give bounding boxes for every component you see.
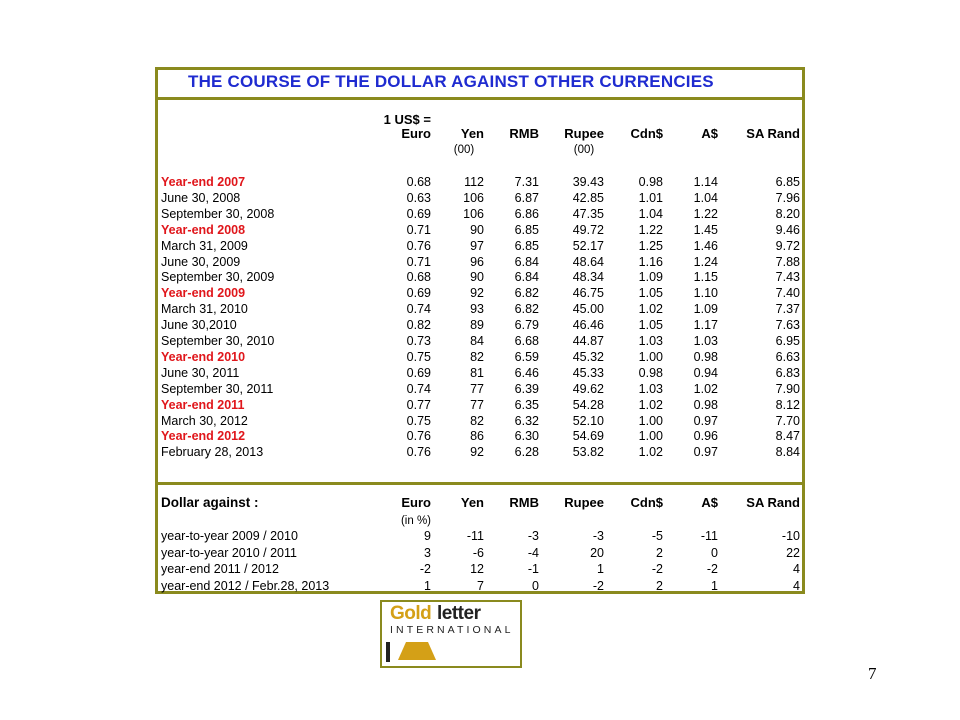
table-cell: 6.63 xyxy=(775,349,800,364)
table-cell: 7.70 xyxy=(775,413,800,428)
table-cell: 0.94 xyxy=(693,365,718,380)
table-cell: 1.00 xyxy=(638,413,663,428)
table-cell: 0.74 xyxy=(406,302,431,317)
table-cell: 6.59 xyxy=(514,349,539,364)
page-number: 7 xyxy=(868,664,877,683)
table-cell: 0.98 xyxy=(638,365,663,380)
lower-table-cell: 12 xyxy=(470,562,484,576)
lower-column-header: A$ xyxy=(701,495,718,510)
header-prefix: 1 US$ = xyxy=(383,112,431,127)
row-label: September 30, 2009 xyxy=(161,270,275,285)
table-cell: 82 xyxy=(470,413,484,428)
lower-table-cell: -6 xyxy=(472,545,484,560)
row-label: Year-end 2012 xyxy=(161,429,246,444)
table-cell: 6.46 xyxy=(514,365,539,380)
column-header: Cdn$ xyxy=(630,126,663,141)
lower-unit: (in %) xyxy=(400,515,431,527)
table-cell: 49.62 xyxy=(572,381,604,396)
column-header: Rupee xyxy=(564,126,604,141)
table-cell: 6.85 xyxy=(514,222,539,237)
table-cell: 1.22 xyxy=(693,206,718,221)
table-cell: 6.68 xyxy=(514,334,539,348)
table-cell: 9.46 xyxy=(775,222,800,237)
table-cell: 77 xyxy=(470,381,484,396)
lower-table-cell: 0 xyxy=(532,578,539,593)
table-cell: 7.96 xyxy=(775,190,800,205)
table-cell: 0.82 xyxy=(406,318,431,333)
goldletter-logo xyxy=(380,600,522,668)
table-cell: 54.28 xyxy=(572,397,604,412)
row-label: Year-end 2010 xyxy=(161,349,246,364)
table-cell: 0.98 xyxy=(693,397,718,412)
table-cell: 6.87 xyxy=(514,190,539,205)
table-cell: 48.34 xyxy=(572,270,604,285)
table-cell: 45.00 xyxy=(572,302,604,317)
table-cell: 1.04 xyxy=(638,206,663,221)
table-cell: 0.76 xyxy=(406,429,431,444)
row-label: Year-end 2009 xyxy=(161,286,246,301)
lower-table-cell: -3 xyxy=(527,529,539,543)
lower-table-cell: -10 xyxy=(781,529,800,543)
logo-gold-text: Gold xyxy=(390,603,432,624)
table-cell: 92 xyxy=(470,445,484,460)
lower-table-cell: -1 xyxy=(527,562,539,576)
lower-table-cell: -11 xyxy=(700,529,718,543)
lower-table-cell: 9 xyxy=(424,529,431,543)
table-cell: 7.90 xyxy=(775,381,800,396)
lower-column-header: Yen xyxy=(460,495,484,510)
table-cell: 0.69 xyxy=(406,365,431,380)
table-cell: 106 xyxy=(463,190,484,205)
table-cell: 0.68 xyxy=(406,270,431,285)
lower-table-cell: -11 xyxy=(466,529,484,543)
table-cell: 1.05 xyxy=(638,318,663,333)
lower-table-cell: 4 xyxy=(793,562,800,576)
row-label: March 30, 2012 xyxy=(161,413,248,428)
table-cell: 1.03 xyxy=(638,381,663,396)
lower-table-cell: 1 xyxy=(597,562,604,576)
table-cell: 1.25 xyxy=(638,238,663,253)
table-cell: 93 xyxy=(470,302,484,317)
table-cell: 1.01 xyxy=(638,190,663,205)
table-cell: 6.85 xyxy=(514,238,539,253)
table-cell: 7.40 xyxy=(775,286,800,301)
table-cell: 0.98 xyxy=(638,175,663,189)
table-cell: 92 xyxy=(470,286,484,301)
lower-column-header: Cdn$ xyxy=(630,495,663,510)
lower-table-cell: 2 xyxy=(656,578,663,593)
table-cell: 0.73 xyxy=(406,334,431,348)
table-cell: 52.10 xyxy=(572,413,604,428)
table-cell: 54.69 xyxy=(572,429,604,444)
row-label: June 30, 2008 xyxy=(161,190,241,205)
table-cell: 8.47 xyxy=(775,429,800,444)
table-cell: 0.76 xyxy=(406,445,431,460)
table-cell: 7.43 xyxy=(775,270,800,285)
table-cell: 1.46 xyxy=(693,238,718,253)
table-cell: 1.09 xyxy=(638,270,663,285)
row-label: September 30, 2008 xyxy=(161,206,275,221)
table-cell: 0.69 xyxy=(406,206,431,221)
table-cell: 6.83 xyxy=(775,365,800,380)
lower-column-header: RMB xyxy=(509,495,539,510)
table-cell: 82 xyxy=(470,349,484,364)
table-cell: 1.05 xyxy=(638,286,663,301)
row-label: September 30, 2011 xyxy=(161,381,274,396)
table-cell: 0.96 xyxy=(693,429,718,444)
table-cell: 1.00 xyxy=(638,349,663,364)
table-cell: 0.76 xyxy=(406,238,431,253)
table-cell: 7.63 xyxy=(775,318,800,333)
table-cell: 52.17 xyxy=(572,238,604,253)
logo-letter-text: letter xyxy=(437,603,481,624)
table-cell: 6.82 xyxy=(514,302,539,317)
table-cell: 7.88 xyxy=(775,254,800,269)
table-cell: 6.84 xyxy=(514,254,539,269)
currency-table-frame xyxy=(155,67,805,594)
row-label: March 31, 2009 xyxy=(161,238,248,253)
table-cell: 1.03 xyxy=(693,334,718,348)
lower-table-cell: -2 xyxy=(419,562,431,576)
table-cell: 6.30 xyxy=(514,429,539,444)
table-cell: 1.15 xyxy=(693,270,718,285)
lower-row-label: year-to-year 2009 / 2010 xyxy=(161,529,298,543)
table-cell: 9.72 xyxy=(775,238,800,253)
table-cell: 1.02 xyxy=(638,302,663,317)
table-cell: 0.71 xyxy=(406,222,431,237)
table-cell: 1.00 xyxy=(638,429,663,444)
table-cell: 90 xyxy=(470,270,484,285)
logo-tagline: INTERNATIONAL xyxy=(390,624,514,636)
table-cell: 7.31 xyxy=(514,175,539,189)
lower-column-header: SA Rand xyxy=(746,495,800,510)
table-cell: 1.45 xyxy=(693,222,718,237)
table-cell: 8.84 xyxy=(775,445,800,460)
lower-table-cell: -2 xyxy=(706,562,718,576)
table-cell: 0.97 xyxy=(693,413,718,428)
table-cell: 1.04 xyxy=(693,190,718,205)
lower-table-cell: 1 xyxy=(711,578,718,593)
table-cell: 96 xyxy=(470,254,484,269)
table-cell: 7.37 xyxy=(775,302,800,317)
row-label: Year-end 2007 xyxy=(161,175,246,189)
row-label: June 30, 2009 xyxy=(161,254,241,269)
column-header: A$ xyxy=(701,126,718,141)
lower-row-label: year-end 2011 / 2012 xyxy=(161,562,279,576)
title-bar xyxy=(158,70,802,100)
table-cell: 0.75 xyxy=(406,349,431,364)
lower-table-cell: -4 xyxy=(527,545,539,560)
table-cell: 1.10 xyxy=(693,286,718,301)
row-label: Year-end 2008 xyxy=(161,222,246,237)
table-cell: 6.79 xyxy=(514,318,539,333)
table-cell: 1.16 xyxy=(638,254,663,269)
row-label: June 30,2010 xyxy=(161,318,237,333)
column-header: Euro xyxy=(401,126,431,141)
table-title: THE COURSE OF THE DOLLAR AGAINST OTHER CURRENCIES xyxy=(188,72,714,91)
table-cell: 6.35 xyxy=(514,397,539,412)
lower-column-header: Rupee xyxy=(564,495,604,510)
table-cell: 0.97 xyxy=(693,445,718,460)
table-cell: 89 xyxy=(470,318,484,333)
table-cell: 0.63 xyxy=(406,190,431,205)
table-cell: 1.14 xyxy=(693,175,718,189)
table-cell: 0.71 xyxy=(406,254,431,269)
table-cell: 84 xyxy=(470,334,484,348)
lower-header-label: Dollar against : xyxy=(161,495,259,510)
section-divider xyxy=(158,482,802,485)
lower-table-cell: -2 xyxy=(592,578,604,593)
column-header: SA Rand xyxy=(746,126,800,141)
row-label: February 28, 2013 xyxy=(161,445,264,460)
table-cell: 77 xyxy=(470,397,484,412)
table-cell: 1.02 xyxy=(638,445,663,460)
table-cell: 46.46 xyxy=(572,318,604,333)
table-cell: 0.74 xyxy=(406,381,431,396)
lower-table-cell: -5 xyxy=(651,529,663,543)
lower-table-cell: 4 xyxy=(793,578,800,593)
table-cell: 0.75 xyxy=(406,413,431,428)
lower-table-cell: 1 xyxy=(424,578,431,593)
gold-bar-icon xyxy=(382,636,516,664)
table-cell: 45.32 xyxy=(572,349,604,364)
lower-row-label: year-to-year 2010 / 2011 xyxy=(161,545,297,560)
yen-unit: (00) xyxy=(453,144,475,156)
table-cell: 6.39 xyxy=(514,381,539,396)
table-cell: 47.35 xyxy=(572,206,604,221)
table-cell: 45.33 xyxy=(572,365,604,380)
lower-table-cell: 22 xyxy=(786,545,800,560)
lower-column-header: Euro xyxy=(401,495,431,510)
table-cell: 0.77 xyxy=(406,397,431,412)
lower-table-cell: 2 xyxy=(656,545,663,560)
column-header: RMB xyxy=(509,126,539,141)
lower-table-cell: -3 xyxy=(592,529,604,543)
table-cell: 1.03 xyxy=(638,334,663,348)
table-cell: 1.09 xyxy=(693,302,718,317)
table-cell: 86 xyxy=(470,429,484,444)
table-cell: 46.75 xyxy=(572,286,604,301)
table-cell: 112 xyxy=(464,175,484,189)
table-cell: 81 xyxy=(470,365,484,380)
lower-table-cell: -2 xyxy=(651,562,663,576)
table-cell: 0.69 xyxy=(406,286,431,301)
table-cell: 0.98 xyxy=(693,349,718,364)
rupee-unit: (00) xyxy=(573,144,595,156)
table-cell: 1.02 xyxy=(693,381,718,396)
column-header: Yen xyxy=(460,126,484,141)
table-cell: 49.72 xyxy=(572,222,604,237)
table-cell: 39.43 xyxy=(572,175,604,189)
table-cell: 6.95 xyxy=(775,334,800,348)
table-cell: 48.64 xyxy=(572,254,604,269)
row-label: June 30, 2011 xyxy=(161,365,240,380)
lower-table-cell: 0 xyxy=(711,545,718,560)
table-cell: 6.28 xyxy=(514,445,539,460)
table-cell: 6.85 xyxy=(775,175,800,189)
row-label: March 31, 2010 xyxy=(161,302,248,317)
table-cell: 1.02 xyxy=(638,397,663,412)
table-cell: 8.12 xyxy=(775,397,800,412)
lower-table-cell: 3 xyxy=(424,545,431,560)
lower-table-cell: 7 xyxy=(477,578,484,593)
table-cell: 6.82 xyxy=(514,286,539,301)
table-cell: 6.32 xyxy=(514,413,539,428)
table-cell: 53.82 xyxy=(572,445,604,460)
table-cell: 6.86 xyxy=(514,206,539,221)
lower-table-cell: 20 xyxy=(590,545,604,560)
table-cell: 42.85 xyxy=(572,190,604,205)
table-cell: 1.22 xyxy=(638,222,663,237)
table-cell: 106 xyxy=(463,206,484,221)
table-cell: 1.17 xyxy=(693,318,718,333)
table-cell: 0.68 xyxy=(406,175,431,189)
table-cell: 6.84 xyxy=(514,270,539,285)
table-cell: 44.87 xyxy=(572,334,604,348)
table-cell: 97 xyxy=(470,238,484,253)
table-cell: 8.20 xyxy=(775,206,800,221)
row-label: Year-end 2011 xyxy=(161,397,245,412)
lower-row-label: year-end 2012 / Febr.28, 2013 xyxy=(161,578,330,593)
table-cell: 90 xyxy=(470,222,484,237)
row-label: September 30, 2010 xyxy=(161,334,275,348)
table-cell: 1.24 xyxy=(693,254,718,269)
